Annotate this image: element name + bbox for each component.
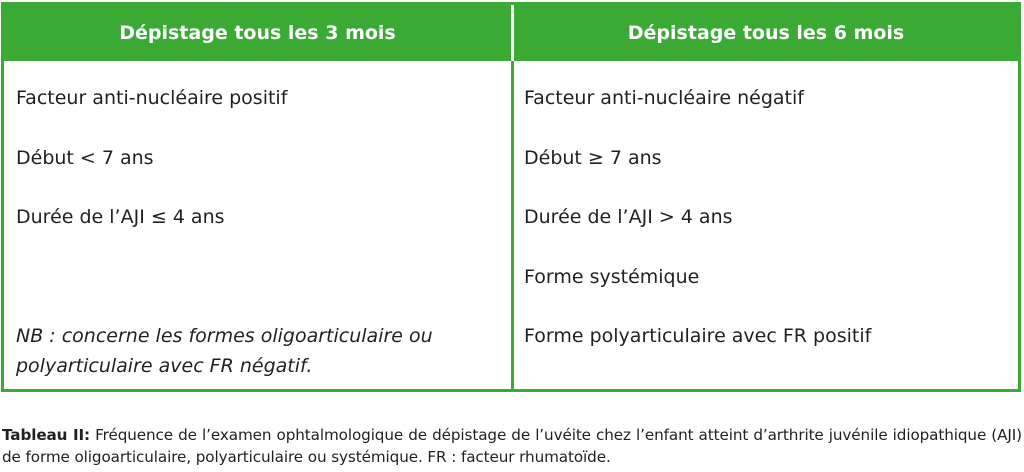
criterion-item: Facteur anti-nucléaire positif bbox=[16, 87, 288, 109]
header-6-months: Dépistage tous les 6 mois bbox=[514, 5, 1018, 61]
criterion-item: Début ≥ 7 ans bbox=[524, 146, 662, 169]
criterion-item: Facteur anti-nucléaire négatif bbox=[524, 87, 804, 109]
column-6-months bbox=[514, 61, 1018, 389]
nb-note: NB : concerne les formes oligoarticulaire ou polyarticulaire avec FR négatif. bbox=[16, 325, 433, 377]
column-3-months bbox=[4, 61, 514, 389]
screening-table bbox=[1, 2, 1021, 392]
caption-text: Fréquence de l’examen ophtalmologique de dépistage de l’uvéite chez l’enfant atteint d’arthrite juvénile idiopathique (AJI) de forme oligoarticulaire, polyarticulaire ou systémique. FR : facteur rhumatoïde. bbox=[2, 426, 1022, 466]
criterion-item: Forme systémique bbox=[524, 265, 700, 288]
empty-row bbox=[16, 262, 511, 322]
criterion-item: Durée de l’AJI ≤ 4 ans bbox=[16, 206, 225, 228]
criterion-item: Durée de l’AJI > 4 ans bbox=[524, 206, 733, 228]
table-caption bbox=[2, 424, 1022, 468]
criterion-item: Forme polyarticulaire avec FR positif bbox=[524, 325, 872, 347]
header-3-months: Dépistage tous les 3 mois bbox=[4, 5, 514, 61]
caption-label: Tableau II: bbox=[2, 426, 91, 444]
criterion-item: Début < 7 ans bbox=[16, 146, 154, 169]
